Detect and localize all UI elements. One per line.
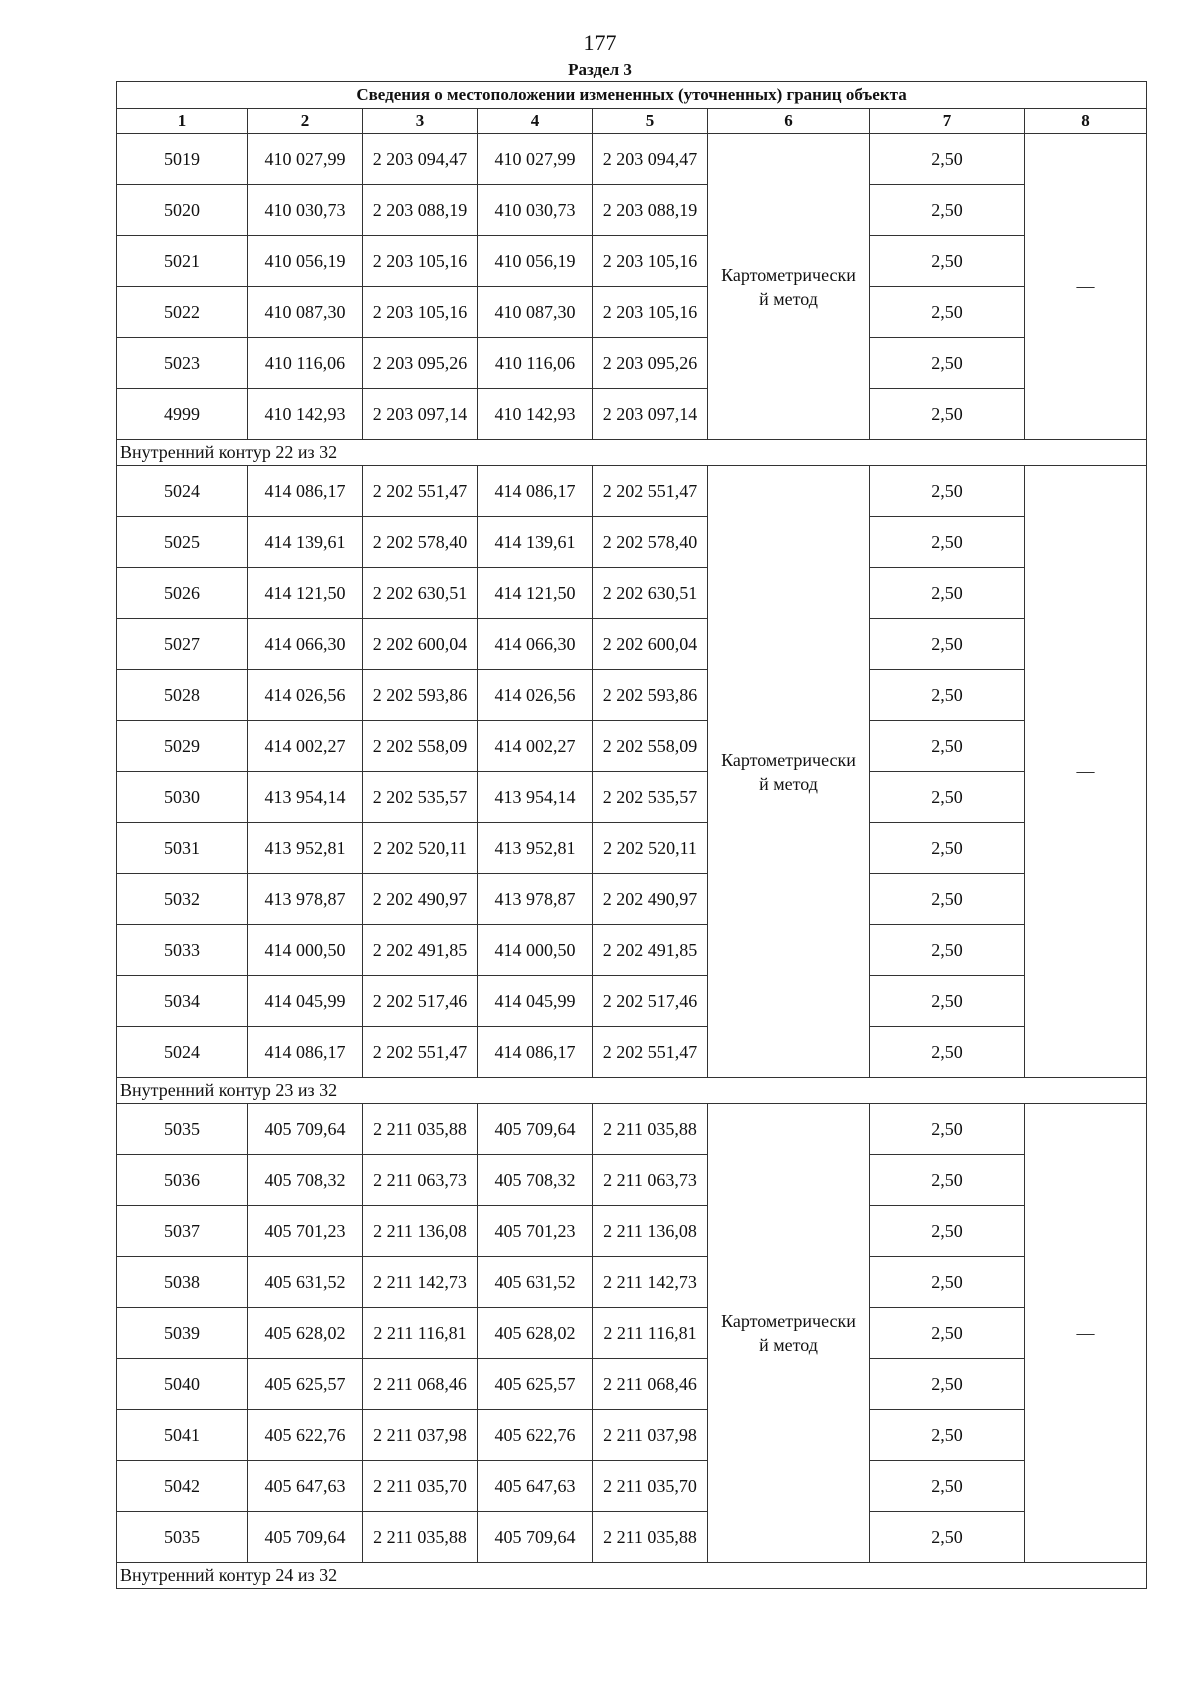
y-old: 2 211 142,73 <box>363 1257 478 1308</box>
accuracy-value: 2,50 <box>870 185 1025 236</box>
table-body <box>117 82 1147 1589</box>
method-text: й метод <box>759 288 818 309</box>
x-old: 405 625,57 <box>248 1359 363 1410</box>
y-old: 2 202 578,40 <box>363 517 478 568</box>
method-cell <box>708 134 870 440</box>
y-new: 2 203 094,47 <box>593 134 708 185</box>
column-number: 1 <box>117 109 248 134</box>
note-cell: — <box>1025 1104 1147 1563</box>
x-new: 414 086,17 <box>478 1027 593 1078</box>
table-row <box>117 1308 1147 1359</box>
x-new: 410 142,93 <box>478 389 593 440</box>
x-old: 410 142,93 <box>248 389 363 440</box>
x-new: 405 647,63 <box>478 1461 593 1512</box>
point-number: 5021 <box>117 236 248 287</box>
x-new: 410 056,19 <box>478 236 593 287</box>
x-new: 413 954,14 <box>478 772 593 823</box>
y-new: 2 211 136,08 <box>593 1206 708 1257</box>
x-new: 414 000,50 <box>478 925 593 976</box>
x-new: 414 139,61 <box>478 517 593 568</box>
x-new: 405 628,02 <box>478 1308 593 1359</box>
accuracy-value: 2,50 <box>870 1359 1025 1410</box>
y-new: 2 202 490,97 <box>593 874 708 925</box>
point-number: 5025 <box>117 517 248 568</box>
point-number: 5035 <box>117 1104 248 1155</box>
point-number: 5031 <box>117 823 248 874</box>
table-row <box>117 185 1147 236</box>
accuracy-value: 2,50 <box>870 976 1025 1027</box>
x-old: 405 628,02 <box>248 1308 363 1359</box>
accuracy-value: 2,50 <box>870 1104 1025 1155</box>
method-text: й метод <box>759 773 818 794</box>
point-number: 5026 <box>117 568 248 619</box>
note-cell: — <box>1025 466 1147 1078</box>
accuracy-value: 2,50 <box>870 772 1025 823</box>
x-old: 405 709,64 <box>248 1104 363 1155</box>
y-new: 2 211 142,73 <box>593 1257 708 1308</box>
point-number: 5019 <box>117 134 248 185</box>
x-new: 414 026,56 <box>478 670 593 721</box>
y-new: 2 202 578,40 <box>593 517 708 568</box>
table-row <box>117 925 1147 976</box>
y-old: 2 203 105,16 <box>363 287 478 338</box>
x-old: 405 631,52 <box>248 1257 363 1308</box>
point-number: 5023 <box>117 338 248 389</box>
accuracy-value: 2,50 <box>870 874 1025 925</box>
table-row <box>117 1206 1147 1257</box>
table-row <box>117 1512 1147 1563</box>
y-old: 2 202 593,86 <box>363 670 478 721</box>
x-old: 405 709,64 <box>248 1512 363 1563</box>
coordinates-table <box>116 81 1147 1589</box>
y-old: 2 203 088,19 <box>363 185 478 236</box>
point-number: 5039 <box>117 1308 248 1359</box>
table-row <box>117 568 1147 619</box>
table-row <box>117 236 1147 287</box>
table-row <box>117 466 1147 517</box>
x-new: 405 625,57 <box>478 1359 593 1410</box>
x-old: 414 045,99 <box>248 976 363 1027</box>
page-number: 177 <box>583 30 617 55</box>
table-row <box>117 772 1147 823</box>
point-number: 5036 <box>117 1155 248 1206</box>
accuracy-value: 2,50 <box>870 389 1025 440</box>
method-text: Картометрически <box>721 1311 856 1331</box>
y-new: 2 202 600,04 <box>593 619 708 670</box>
method-text: Картометрически <box>721 264 856 285</box>
method-text: Картометрически <box>721 749 856 770</box>
y-new: 2 211 035,70 <box>593 1461 708 1512</box>
x-old: 414 086,17 <box>248 466 363 517</box>
column-number: 7 <box>870 109 1025 134</box>
y-new: 2 211 037,98 <box>593 1410 708 1461</box>
x-old: 413 952,81 <box>248 823 363 874</box>
x-new: 405 709,64 <box>478 1512 593 1563</box>
contour-row <box>117 440 1147 466</box>
y-old: 2 202 490,97 <box>363 874 478 925</box>
y-new: 2 202 517,46 <box>593 976 708 1027</box>
point-number: 5020 <box>117 185 248 236</box>
point-number: 4999 <box>117 389 248 440</box>
accuracy-value: 2,50 <box>870 466 1025 517</box>
accuracy-value: 2,50 <box>870 670 1025 721</box>
x-new: 414 066,30 <box>478 619 593 670</box>
method-cell <box>708 466 870 1078</box>
y-old: 2 202 535,57 <box>363 772 478 823</box>
x-new: 405 701,23 <box>478 1206 593 1257</box>
point-number: 5022 <box>117 287 248 338</box>
x-old: 413 978,87 <box>248 874 363 925</box>
x-old: 410 056,19 <box>248 236 363 287</box>
x-new: 414 086,17 <box>478 466 593 517</box>
y-old: 2 203 097,14 <box>363 389 478 440</box>
y-new: 2 202 593,86 <box>593 670 708 721</box>
point-number: 5032 <box>117 874 248 925</box>
y-new: 2 203 097,14 <box>593 389 708 440</box>
accuracy-value: 2,50 <box>870 1155 1025 1206</box>
x-old: 413 954,14 <box>248 772 363 823</box>
column-number: 4 <box>478 109 593 134</box>
y-old: 2 202 558,09 <box>363 721 478 772</box>
y-old: 2 203 095,26 <box>363 338 478 389</box>
table-row <box>117 1461 1147 1512</box>
y-new: 2 202 558,09 <box>593 721 708 772</box>
y-old: 2 211 063,73 <box>363 1155 478 1206</box>
column-number: 3 <box>363 109 478 134</box>
y-new: 2 211 063,73 <box>593 1155 708 1206</box>
x-new: 410 087,30 <box>478 287 593 338</box>
table-caption: Сведения о местоположении измененных (уточненных) границ объекта <box>117 82 1147 109</box>
y-old: 2 202 600,04 <box>363 619 478 670</box>
y-new: 2 202 551,47 <box>593 466 708 517</box>
table-row <box>117 287 1147 338</box>
y-new: 2 211 035,88 <box>593 1104 708 1155</box>
table-row <box>117 134 1147 185</box>
point-number: 5034 <box>117 976 248 1027</box>
table-row <box>117 1104 1147 1155</box>
accuracy-value: 2,50 <box>870 287 1025 338</box>
x-new: 405 631,52 <box>478 1257 593 1308</box>
y-new: 2 202 491,85 <box>593 925 708 976</box>
point-number: 5028 <box>117 670 248 721</box>
column-number-row <box>117 109 1147 134</box>
table-row <box>117 976 1147 1027</box>
accuracy-value: 2,50 <box>870 1410 1025 1461</box>
x-old: 405 622,76 <box>248 1410 363 1461</box>
y-old: 2 211 035,88 <box>363 1512 478 1563</box>
point-number: 5027 <box>117 619 248 670</box>
point-number: 5041 <box>117 1410 248 1461</box>
column-number: 8 <box>1025 109 1147 134</box>
y-new: 2 202 520,11 <box>593 823 708 874</box>
x-new: 405 622,76 <box>478 1410 593 1461</box>
x-new: 414 121,50 <box>478 568 593 619</box>
table-row <box>117 389 1147 440</box>
y-old: 2 203 094,47 <box>363 134 478 185</box>
table-row <box>117 517 1147 568</box>
y-new: 2 203 105,16 <box>593 236 708 287</box>
contour-label: Внутренний контур 24 из 32 <box>117 1563 1147 1589</box>
method-text: й метод <box>759 1335 818 1355</box>
table-caption-row <box>117 82 1147 109</box>
x-new: 405 709,64 <box>478 1104 593 1155</box>
x-old: 414 000,50 <box>248 925 363 976</box>
point-number: 5024 <box>117 1027 248 1078</box>
accuracy-value: 2,50 <box>870 1206 1025 1257</box>
y-old: 2 202 630,51 <box>363 568 478 619</box>
y-old: 2 211 037,98 <box>363 1410 478 1461</box>
x-old: 414 121,50 <box>248 568 363 619</box>
table-row <box>117 1410 1147 1461</box>
y-new: 2 202 551,47 <box>593 1027 708 1078</box>
y-new: 2 203 105,16 <box>593 287 708 338</box>
point-number: 5040 <box>117 1359 248 1410</box>
accuracy-value: 2,50 <box>870 721 1025 772</box>
accuracy-value: 2,50 <box>870 236 1025 287</box>
y-new: 2 202 630,51 <box>593 568 708 619</box>
x-new: 413 978,87 <box>478 874 593 925</box>
y-old: 2 202 551,47 <box>363 1027 478 1078</box>
y-new: 2 203 095,26 <box>593 338 708 389</box>
accuracy-value: 2,50 <box>870 925 1025 976</box>
y-old: 2 203 105,16 <box>363 236 478 287</box>
accuracy-value: 2,50 <box>870 619 1025 670</box>
table-row <box>117 721 1147 772</box>
x-new: 414 045,99 <box>478 976 593 1027</box>
y-new: 2 203 088,19 <box>593 185 708 236</box>
point-number: 5035 <box>117 1512 248 1563</box>
table-row <box>117 1359 1147 1410</box>
x-old: 410 030,73 <box>248 185 363 236</box>
accuracy-value: 2,50 <box>870 338 1025 389</box>
table-row <box>117 823 1147 874</box>
contour-row <box>117 1563 1147 1589</box>
y-old: 2 211 136,08 <box>363 1206 478 1257</box>
x-old: 405 647,63 <box>248 1461 363 1512</box>
table-row <box>117 1155 1147 1206</box>
x-new: 410 030,73 <box>478 185 593 236</box>
x-old: 410 087,30 <box>248 287 363 338</box>
note-cell: — <box>1025 134 1147 440</box>
y-new: 2 211 068,46 <box>593 1359 708 1410</box>
x-old: 414 026,56 <box>248 670 363 721</box>
accuracy-value: 2,50 <box>870 823 1025 874</box>
table-row <box>117 1257 1147 1308</box>
contour-label: Внутренний контур 23 из 32 <box>117 1078 1147 1104</box>
accuracy-value: 2,50 <box>870 568 1025 619</box>
accuracy-value: 2,50 <box>870 134 1025 185</box>
x-old: 414 139,61 <box>248 517 363 568</box>
y-old: 2 211 035,88 <box>363 1104 478 1155</box>
accuracy-value: 2,50 <box>870 1027 1025 1078</box>
point-number: 5030 <box>117 772 248 823</box>
x-new: 414 002,27 <box>478 721 593 772</box>
method-cell <box>708 1104 870 1563</box>
contour-label: Внутренний контур 22 из 32 <box>117 440 1147 466</box>
y-old: 2 211 068,46 <box>363 1359 478 1410</box>
point-number: 5024 <box>117 466 248 517</box>
y-old: 2 202 517,46 <box>363 976 478 1027</box>
accuracy-value: 2,50 <box>870 1257 1025 1308</box>
y-new: 2 211 035,88 <box>593 1512 708 1563</box>
section-title: Раздел 3 <box>568 60 632 79</box>
table-row <box>117 338 1147 389</box>
table-row <box>117 874 1147 925</box>
point-number: 5037 <box>117 1206 248 1257</box>
point-number: 5038 <box>117 1257 248 1308</box>
contour-row <box>117 1078 1147 1104</box>
x-old: 414 086,17 <box>248 1027 363 1078</box>
point-number: 5029 <box>117 721 248 772</box>
column-number: 5 <box>593 109 708 134</box>
x-old: 410 116,06 <box>248 338 363 389</box>
y-old: 2 202 551,47 <box>363 466 478 517</box>
y-new: 2 202 535,57 <box>593 772 708 823</box>
x-old: 414 066,30 <box>248 619 363 670</box>
accuracy-value: 2,50 <box>870 1512 1025 1563</box>
x-new: 410 027,99 <box>478 134 593 185</box>
accuracy-value: 2,50 <box>870 1461 1025 1512</box>
y-old: 2 211 116,81 <box>363 1308 478 1359</box>
y-old: 2 211 035,70 <box>363 1461 478 1512</box>
x-old: 410 027,99 <box>248 134 363 185</box>
point-number: 5042 <box>117 1461 248 1512</box>
x-old: 405 708,32 <box>248 1155 363 1206</box>
x-old: 414 002,27 <box>248 721 363 772</box>
column-number: 6 <box>708 109 870 134</box>
y-old: 2 202 520,11 <box>363 823 478 874</box>
y-old: 2 202 491,85 <box>363 925 478 976</box>
accuracy-value: 2,50 <box>870 517 1025 568</box>
accuracy-value: 2,50 <box>870 1308 1025 1359</box>
x-new: 405 708,32 <box>478 1155 593 1206</box>
table-row <box>117 619 1147 670</box>
x-new: 413 952,81 <box>478 823 593 874</box>
table-row <box>117 1027 1147 1078</box>
table-row <box>117 670 1147 721</box>
x-old: 405 701,23 <box>248 1206 363 1257</box>
column-number: 2 <box>248 109 363 134</box>
x-new: 410 116,06 <box>478 338 593 389</box>
y-new: 2 211 116,81 <box>593 1308 708 1359</box>
point-number: 5033 <box>117 925 248 976</box>
